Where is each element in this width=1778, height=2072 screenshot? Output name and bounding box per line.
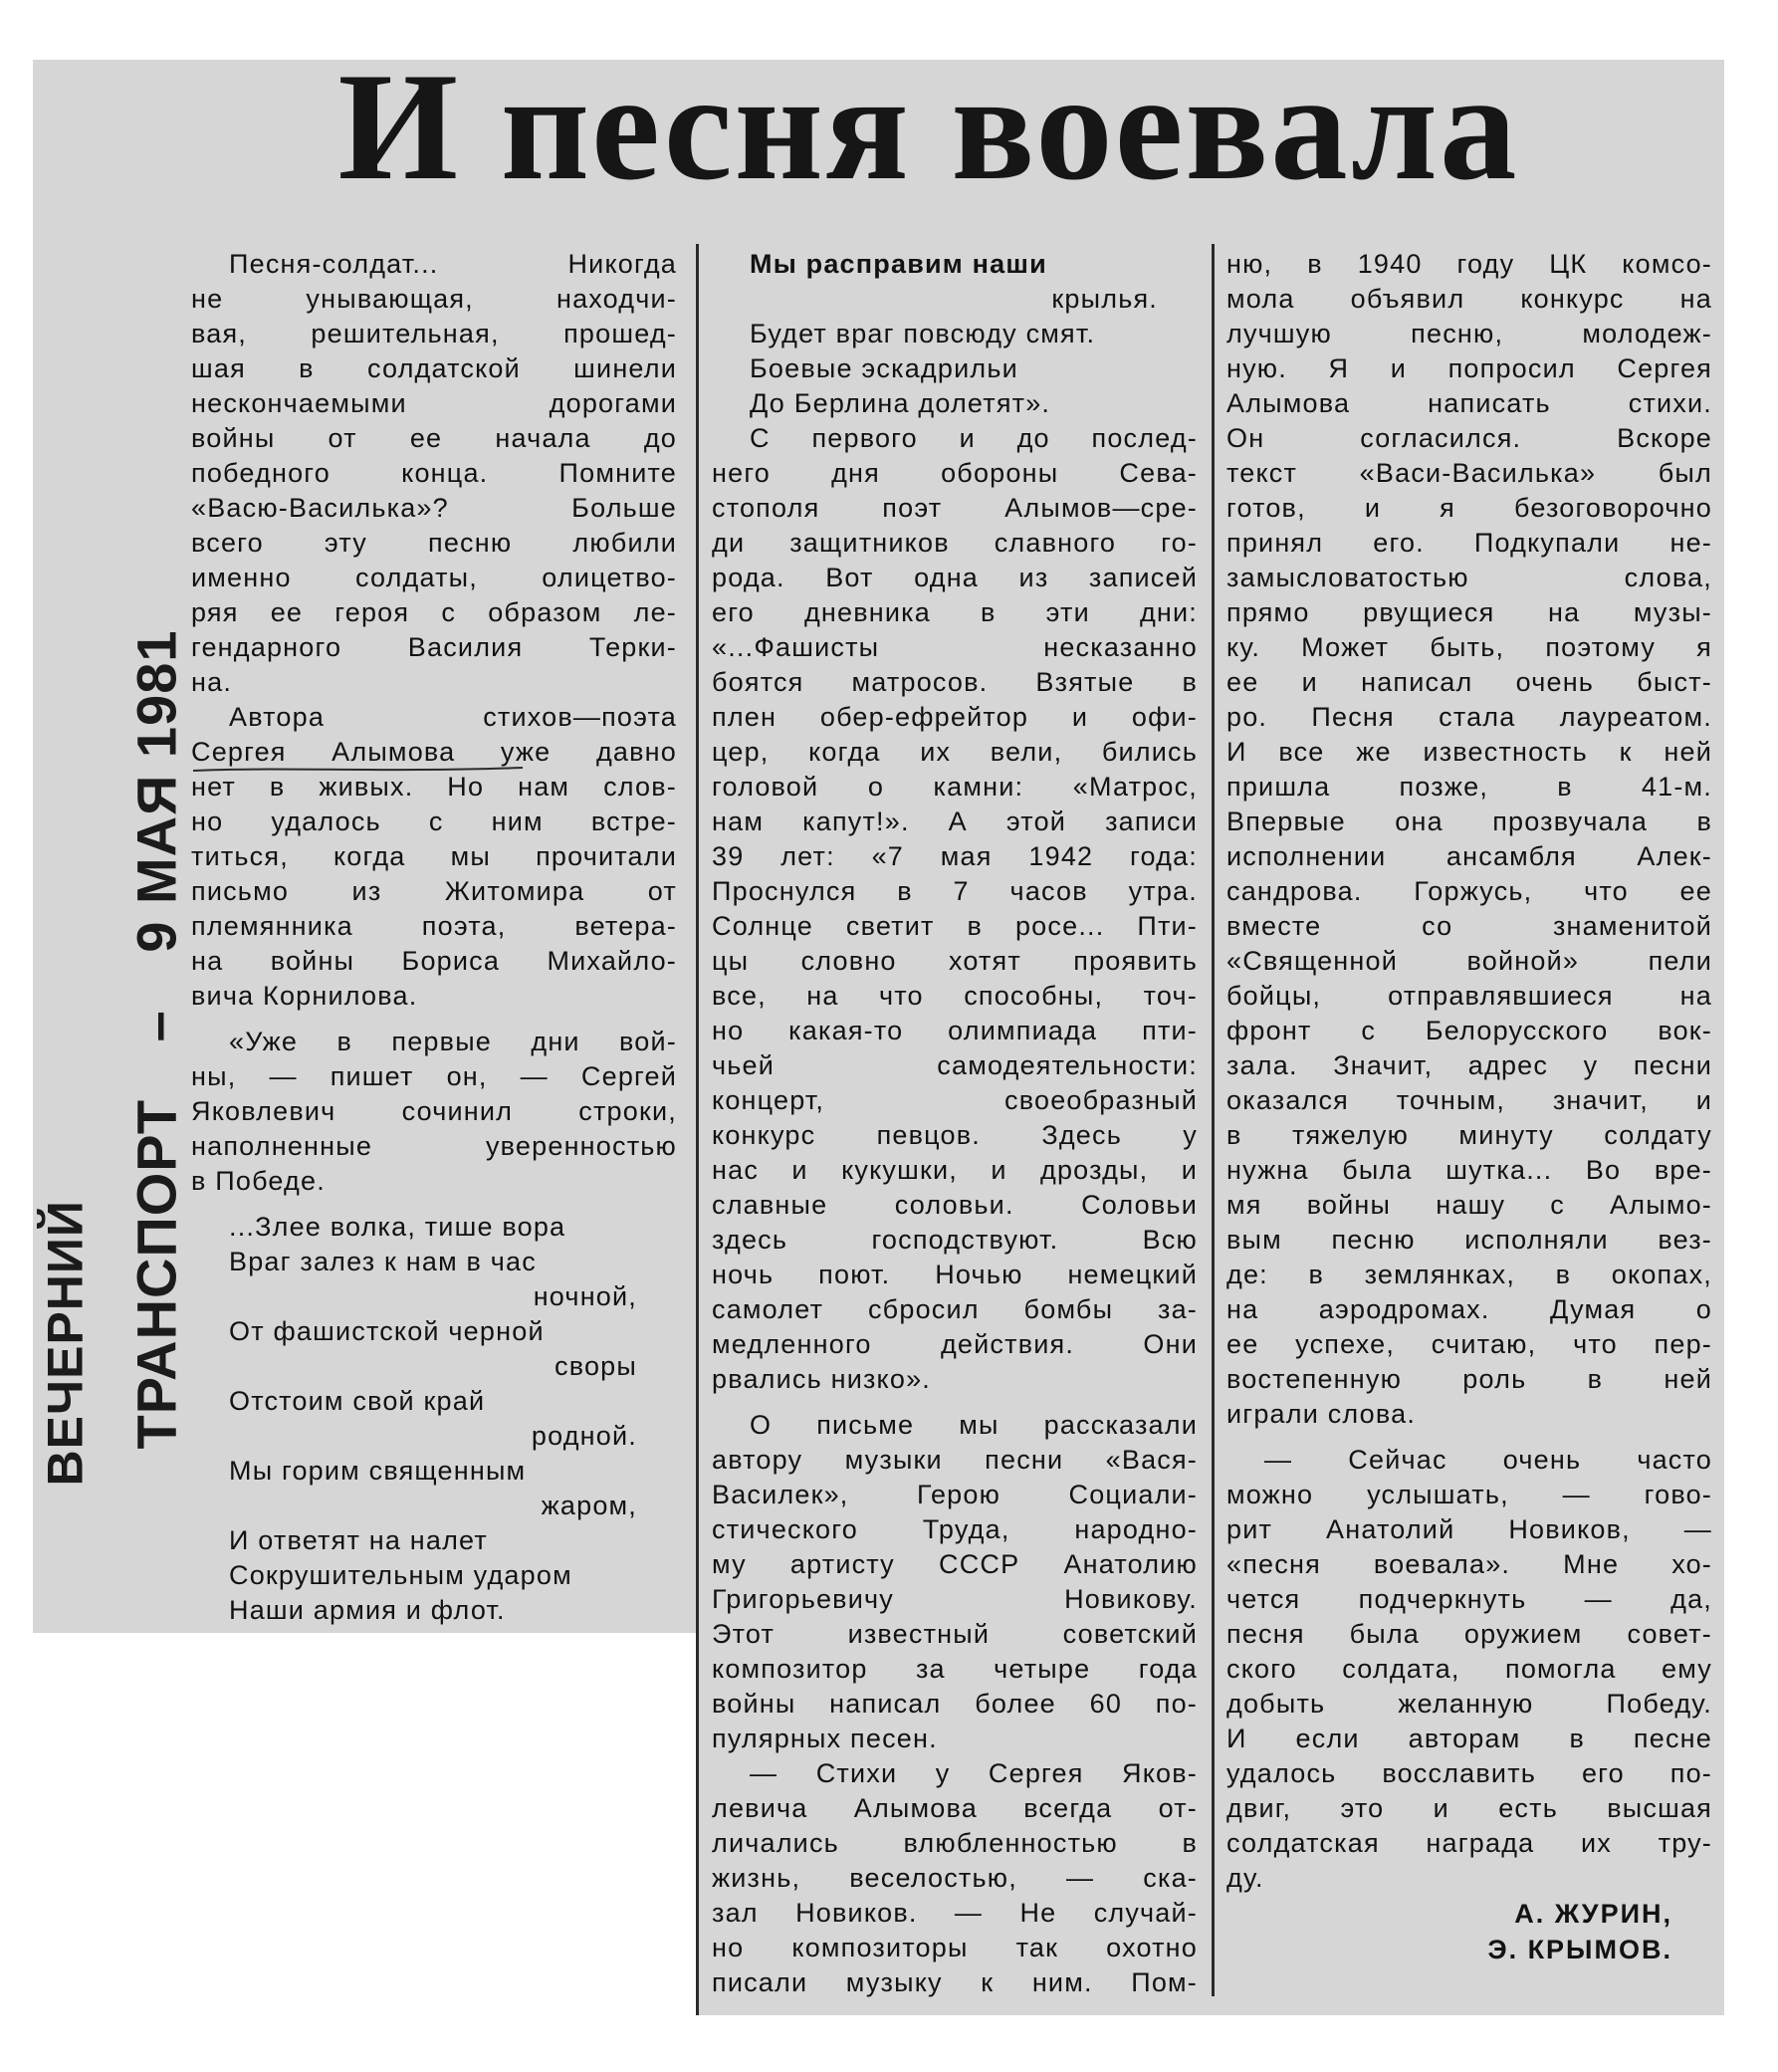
- stamp-separator: –: [124, 1010, 187, 1042]
- text-line: играли слова.: [1226, 1399, 1417, 1429]
- verse-line: Отстоим свой край: [229, 1386, 486, 1416]
- text-line: левича Алымова всегда от-: [712, 1793, 1198, 1823]
- verse-line: Наши армия и флот.: [229, 1595, 506, 1625]
- text-line: в тяжелую минуту солдату: [1226, 1120, 1712, 1150]
- text-line: ряя ее героя с образом ле-: [191, 597, 677, 627]
- text-line: ского солдата, помогла ему: [1226, 1654, 1712, 1684]
- text-line: но удалось с ним встре-: [191, 806, 677, 836]
- text-line: боятся матросов. Взятые в: [712, 667, 1198, 697]
- text-line: но композиторы так охотно: [712, 1933, 1198, 1962]
- text-line: И если авторам в песне: [1226, 1724, 1712, 1753]
- verse-line: Боевые эскадрильи: [750, 353, 1018, 383]
- column-divider: [696, 244, 699, 2015]
- text-line: цер, когда их вели, бились: [712, 737, 1198, 767]
- text-line: Песня-солдат... Никогда: [229, 249, 677, 279]
- text-line: ее успехе, считаю, что пер-: [1226, 1329, 1712, 1359]
- text-line: «песня воевала». Мне хо-: [1226, 1549, 1712, 1579]
- verse-line: ночной,: [533, 1281, 637, 1311]
- text-line: ночь поют. Ночью немецкий: [712, 1260, 1198, 1289]
- verse-line: ...Злее волка, тише вора: [229, 1212, 566, 1242]
- verse-line: От фашистской черной: [229, 1316, 545, 1346]
- text-line: его дневника в эти дни:: [712, 597, 1198, 627]
- text-line: удалось восславить его по-: [1226, 1758, 1712, 1788]
- text-line: Василек», Герою Социали-: [712, 1480, 1198, 1509]
- verse-block: [712, 247, 1198, 421]
- text-line: здесь господствуют. Всю: [712, 1225, 1198, 1255]
- text-line: самолет сбросил бомбы за-: [712, 1294, 1198, 1324]
- text-line: лучшую песню, молодеж-: [1226, 319, 1712, 348]
- text-line: солдатская награда их тру-: [1226, 1828, 1712, 1858]
- verse-line: Сокрушительным ударом: [229, 1560, 572, 1590]
- text-line: пулярных песен.: [712, 1724, 938, 1753]
- text-line: рвались низко».: [712, 1364, 931, 1394]
- paragraph: [191, 700, 677, 1014]
- column-divider: [1212, 244, 1215, 1996]
- text-line: титься, когда мы прочитали: [191, 841, 677, 871]
- text-line: вым песню исполняли вез-: [1226, 1225, 1712, 1255]
- text-line: не унывающая, находчи-: [191, 284, 677, 314]
- text-line: на аэродромах. Думая о: [1226, 1294, 1712, 1324]
- text-line: Он согласился. Вскоре: [1226, 423, 1712, 453]
- text-line: «...Фашисты несказанно: [712, 632, 1198, 662]
- text-line: него дня обороны Сева-: [712, 458, 1198, 488]
- text-line: Григорьевичу Новикову.: [712, 1584, 1198, 1614]
- text-line: ны, — пишет он, — Сергей: [191, 1061, 677, 1091]
- text-line: оказался точным, значит, и: [1226, 1085, 1712, 1115]
- text-line: медленного действия. Они: [712, 1329, 1198, 1359]
- text-line: писали музыку к ним. Пом-: [712, 1967, 1198, 1997]
- text-line: шая в солдатской шинели: [191, 353, 677, 383]
- text-line: наполненные уверенностью: [191, 1131, 677, 1161]
- text-line: — Стихи у Сергея Яков-: [750, 1758, 1198, 1788]
- text-line: готов, и я безоговорочно: [1226, 493, 1712, 523]
- text-line: ню, в 1940 году ЦК комсо-: [1226, 249, 1712, 279]
- text-line: Впервые она прозвучала в: [1226, 806, 1712, 836]
- article-column-2: [712, 247, 1198, 2000]
- stamp-text: ТРАНСПОРТ: [124, 1098, 187, 1450]
- text-line: войны от ее начала до: [191, 423, 677, 453]
- article-column-3: [1226, 247, 1712, 1967]
- verse-line: родной.: [531, 1421, 637, 1451]
- text-line: рода. Вот одна из записей: [712, 563, 1198, 592]
- text-line: «Уже в первые дни вой-: [229, 1027, 677, 1056]
- text-line: нас и кукушки, и дрозды, и: [712, 1155, 1198, 1185]
- text-line: «Священной войной» пели: [1226, 946, 1712, 976]
- text-line: — Сейчас очень часто: [1264, 1445, 1712, 1475]
- text-line: именно солдаты, олицетво-: [191, 563, 677, 592]
- text-line: чьей самодеятельности:: [712, 1050, 1198, 1080]
- text-line: Сергея Алымова уже давно: [191, 737, 677, 767]
- text-line: цы словно хотят проявить: [712, 946, 1198, 976]
- text-line: мола объявил конкурс на: [1226, 284, 1712, 314]
- verse-line: И ответят на налет: [229, 1525, 488, 1555]
- article-column-1: [191, 247, 677, 1628]
- author-signature: А. ЖУРИН,: [1514, 1899, 1672, 1929]
- text-line: текст «Васи-Василька» был: [1226, 458, 1712, 488]
- text-line: чется подчеркнуть — да,: [1226, 1584, 1712, 1614]
- text-line: Яковлевич сочинил строки,: [191, 1096, 677, 1126]
- verse-line: своры: [555, 1351, 637, 1381]
- paragraph: [1226, 247, 1712, 1432]
- text-line: Этот известный советский: [712, 1619, 1198, 1649]
- text-line: победного конца. Помните: [191, 458, 677, 488]
- verse-line: Мы горим священным: [229, 1456, 527, 1486]
- verse-line: Будет враг повсюду смят.: [750, 319, 1096, 348]
- text-line: вича Корнилова.: [191, 981, 418, 1011]
- text-line: пришла позже, в 41-м.: [1226, 772, 1712, 802]
- text-line: концерт, своеобразный: [712, 1085, 1198, 1115]
- text-line: мя войны нашу с Алымо-: [1226, 1190, 1712, 1220]
- verse-line: жаром,: [541, 1491, 637, 1520]
- text-line: двиг, это и есть высшая: [1226, 1793, 1712, 1823]
- text-line: фронт с Белорусского вок-: [1226, 1016, 1712, 1045]
- text-line: прямо рвущиеся на музы-: [1226, 597, 1712, 627]
- text-line: композитор за четыре года: [712, 1654, 1198, 1684]
- text-line: можно услышать, — гово-: [1226, 1480, 1712, 1509]
- text-line: рит Анатолий Новиков, —: [1226, 1514, 1712, 1544]
- text-line: головой о камни: «Матрос,: [712, 772, 1198, 802]
- text-line: на войны Бориса Михайло-: [191, 946, 677, 976]
- date-stamp-newspaper-name: [37, 1183, 94, 1487]
- verse-line: Мы расправим наши: [750, 249, 1047, 279]
- text-line: ду.: [1226, 1863, 1264, 1893]
- stamp-text: ВЕЧЕРНИЙ: [37, 1200, 94, 1487]
- text-line: стополя поэт Алымов—сре-: [712, 493, 1198, 523]
- text-line: Солнце светит в росе... Пти-: [712, 911, 1198, 941]
- text-line: С первого и до послед-: [750, 423, 1198, 453]
- paragraph: [1226, 1443, 1712, 1896]
- text-line: войны написал более 60 по-: [712, 1689, 1198, 1719]
- text-line: зала. Значит, адрес у песни: [1226, 1050, 1712, 1080]
- text-line: нам капут!». А этой записи: [712, 806, 1198, 836]
- text-line: славные соловьи. Соловьи: [712, 1190, 1198, 1220]
- text-line: нескончаемыми дорогами: [191, 388, 677, 418]
- text-line: сандрова. Горжусь, что ее: [1226, 876, 1712, 906]
- text-line: конкурс певцов. Здесь у: [712, 1120, 1198, 1150]
- text-line: нужна была шутка... Во вре-: [1226, 1155, 1712, 1185]
- paragraph: [712, 1408, 1198, 1756]
- verse-line: крылья.: [1051, 284, 1158, 314]
- text-line: личались влюбленностью в: [712, 1828, 1198, 1858]
- text-line: всего эту песню любили: [191, 528, 677, 558]
- text-line: вместе со знаменитой: [1226, 911, 1712, 941]
- text-line: Автора стихов—поэта: [229, 702, 677, 732]
- text-line: стического Труда, народно-: [712, 1514, 1198, 1544]
- stamp-date: 9 МАЯ 1981: [124, 629, 187, 953]
- text-line: гендарного Василия Терки-: [191, 632, 677, 662]
- text-line: 39 лет: «7 мая 1942 года:: [712, 841, 1198, 871]
- text-line: нет в живых. Но нам слов-: [191, 772, 677, 802]
- text-line: И все же известность к ней: [1226, 737, 1712, 767]
- verse-block: [191, 1210, 677, 1628]
- text-line: Алымова написать стихи.: [1226, 388, 1712, 418]
- text-line: бойцы, отправлявшиеся на: [1226, 981, 1712, 1011]
- text-line: исполнении ансамбля Алек-: [1226, 841, 1712, 871]
- text-line: песня была оружием совет-: [1226, 1619, 1712, 1649]
- text-line: принял его. Подкупали не-: [1226, 528, 1712, 558]
- text-line: О письме мы рассказали: [750, 1410, 1198, 1440]
- text-line: все, на что способны, точ-: [712, 981, 1198, 1011]
- text-line: замысловатостью слова,: [1226, 563, 1712, 592]
- text-line: в Победе.: [191, 1166, 326, 1196]
- text-line: зал Новиков. — Не случай-: [712, 1898, 1198, 1928]
- paragraph: [191, 247, 677, 700]
- paragraph: [712, 421, 1198, 1397]
- text-line: ее и написал очень быст-: [1226, 667, 1712, 697]
- text-line: ро. Песня стала лауреатом.: [1226, 702, 1712, 732]
- text-line: плен обер-ефрейтор и офи-: [712, 702, 1198, 732]
- text-line: де: в землянках, в окопах,: [1226, 1260, 1712, 1289]
- text-line: му артисту СССР Анатолию: [712, 1549, 1198, 1579]
- text-line: востепенную роль в ней: [1226, 1364, 1712, 1394]
- paragraph: [712, 1756, 1198, 2000]
- text-line: вая, решительная, прошед-: [191, 319, 677, 348]
- headline: И песня воевала: [337, 41, 1519, 212]
- text-line: ную. Я и попросил Сергея: [1226, 353, 1712, 383]
- verse-line: Враг залез к нам в час: [229, 1247, 537, 1276]
- pen-underline-mark: [189, 761, 528, 781]
- text-line: жизнь, веселостью, — ска-: [712, 1863, 1198, 1893]
- text-line: добыть желанную Победу.: [1226, 1689, 1712, 1719]
- text-line: ку. Может быть, поэтому я: [1226, 632, 1712, 662]
- paragraph: [191, 1025, 677, 1199]
- verse-line: До Берлина долетят».: [750, 388, 1051, 418]
- text-line: Проснулся в 7 часов утра.: [712, 876, 1198, 906]
- author-signature: Э. КРЫМОВ.: [1487, 1935, 1672, 1964]
- text-line: племянника поэта, ветера-: [191, 911, 677, 941]
- text-line: на.: [191, 667, 233, 697]
- date-stamp-date: [124, 629, 187, 1450]
- text-line: автору музыки песни «Вася-: [712, 1445, 1198, 1475]
- text-line: «Васю-Василька»? Больше: [191, 493, 677, 523]
- text-line: письмо из Житомира от: [191, 876, 677, 906]
- text-line: но какая-то олимпиада пти-: [712, 1016, 1198, 1045]
- text-line: ди защитников славного го-: [712, 528, 1198, 558]
